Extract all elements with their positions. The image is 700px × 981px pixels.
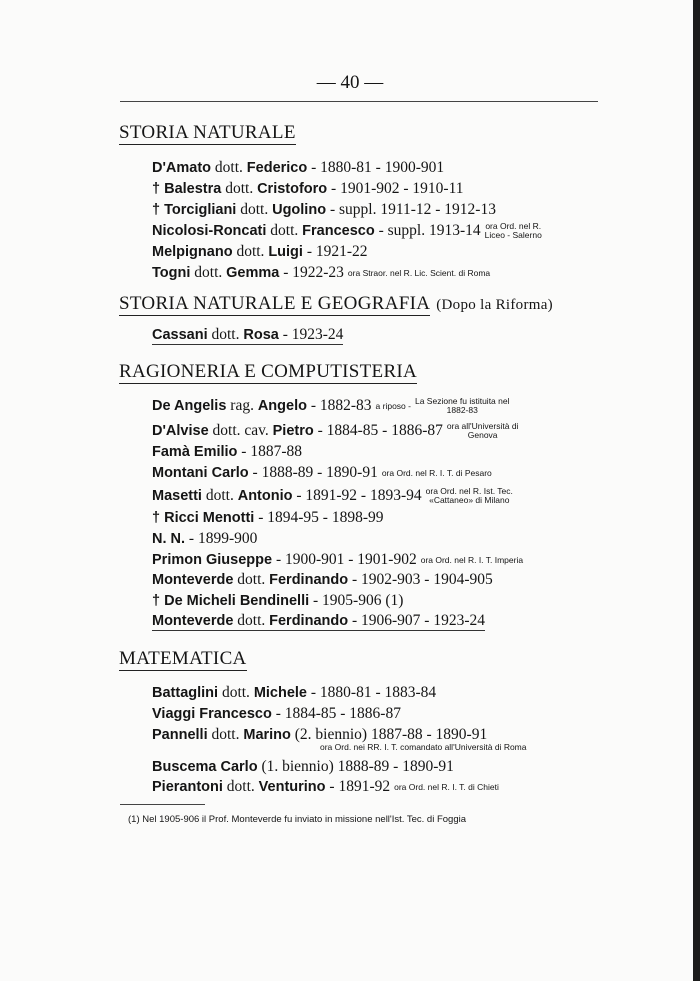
entry-text: - 1891-92 - 1893-94: [292, 487, 422, 504]
entry-name: Viaggi Francesco: [152, 706, 272, 722]
entry-name: Pierantoni: [152, 779, 223, 795]
section-title: STORIA NATURALE: [119, 122, 296, 143]
staff-entry: [152, 159, 444, 177]
staff-entry: [152, 487, 513, 505]
entry-name: De Angelis: [152, 398, 227, 414]
staff-entry: [152, 243, 368, 261]
entry-text: - suppl. 1911-12 - 1912-13: [326, 201, 496, 218]
entry-text: - 1894-95 - 1898-99: [254, 509, 384, 526]
entry-name: Pietro: [272, 423, 314, 439]
entry-text: - 1888-89 - 1890-91: [248, 464, 378, 481]
entry-name: Togni: [152, 265, 191, 281]
staff-entry: [152, 530, 257, 548]
staff-entry: [152, 551, 523, 569]
entry-name: Cassani: [152, 327, 208, 343]
entry-note: ora Ord. nel R. I. T. Imperia: [420, 555, 524, 565]
entry-text: rag.: [226, 397, 258, 414]
entry-text: dott.: [266, 222, 303, 239]
pannelli-note: ora Ord. nei RR. I. T. comandato all'Università di Roma: [320, 742, 527, 752]
entry-note: [447, 422, 519, 440]
entry-text: dott.: [211, 159, 247, 176]
entry-text: dott.: [222, 778, 259, 795]
entry-text: dott.: [221, 180, 258, 197]
entry-name: D'Alvise: [152, 423, 209, 439]
entry-note-line: 1882-83: [446, 405, 478, 415]
staff-entry: [152, 264, 490, 282]
entry-name: Marino: [243, 727, 291, 743]
staff-entry: [152, 758, 454, 776]
section-subtitle: (Dopo la Riforma): [436, 297, 553, 313]
entry-text: - 1884-85 - 1886-87: [271, 705, 401, 722]
entry-note-line: «Cattaneo» di Milano: [429, 495, 510, 505]
entry-name: Primon Giuseppe: [152, 552, 273, 568]
staff-entry: [152, 326, 343, 345]
entry-text: dott.: [207, 726, 244, 743]
entry-text: - 1884-85 - 1886-87: [313, 422, 443, 439]
staff-entry: [152, 180, 464, 198]
entry-text: - 1887-88: [237, 443, 302, 460]
entry-name: Battaglini: [152, 685, 219, 701]
staff-entry: [152, 222, 542, 240]
staff-entry: [152, 443, 302, 461]
entry-name: Luigi: [268, 244, 303, 260]
entry-note-line: Liceo - Salerno: [484, 230, 542, 240]
section-heading: [119, 361, 417, 383]
entry-text: - suppl. 1913-14: [374, 222, 481, 239]
entry-text: dott. cav.: [208, 422, 273, 439]
entry-note-line: ora Ord. nel R. Ist. Tec.: [425, 486, 513, 496]
entry-name: N. N.: [152, 531, 186, 547]
page-edge: [693, 0, 700, 981]
entry-name: Venturino: [258, 779, 326, 795]
entry-name: Buscema Carlo: [152, 759, 258, 775]
entry-text: - 1905-906 (1): [309, 592, 404, 609]
entry-text: dott.: [233, 571, 270, 588]
entry-text: - 1891-92: [325, 778, 391, 795]
entry-name: Monteverde: [152, 572, 234, 588]
entry-name: † Torcigliani: [152, 202, 237, 218]
entry-text: (2. biennio) 1887-88 - 1890-91: [290, 726, 488, 743]
entry-name: D'Amato: [152, 160, 212, 176]
entry-text: dott.: [232, 243, 269, 260]
entry-note: a riposo -: [375, 401, 411, 411]
header-rule: [120, 101, 598, 102]
entry-text: - 1921-22: [302, 243, 368, 260]
entry-note: ora Ord. nel R. I. T. di Pesaro: [381, 468, 492, 478]
entry-name: Ugolino: [272, 202, 327, 218]
entry-name: Cristoforo: [257, 181, 328, 197]
entry-note: ora Straor. nel R. Lic. Scient. di Roma: [347, 268, 491, 278]
entry-name: Pannelli: [152, 727, 208, 743]
footnote: (1) Nel 1905-906 il Prof. Monteverde fu inviato in missione nell'Ist. Tec. di Foggia: [128, 814, 467, 825]
staff-entry: [152, 778, 499, 796]
entry-name: Rosa: [243, 327, 279, 343]
entry-name: Francesco: [302, 223, 375, 239]
staff-entry: [152, 422, 518, 440]
entry-name: † De Micheli Bendinelli: [152, 593, 310, 609]
section-heading: [119, 648, 247, 670]
entry-text: - 1906-907 - 1923-24: [348, 612, 485, 629]
staff-entry: [152, 397, 510, 415]
entry-text: dott.: [207, 326, 244, 343]
entry-name: Monteverde: [152, 613, 234, 629]
entry-text: - 1882-83: [306, 397, 372, 414]
entry-name: Michele: [253, 685, 307, 701]
entry-note: [485, 222, 542, 240]
entry-name: Gemma: [226, 265, 280, 281]
staff-entry: [152, 592, 403, 610]
page-number: — 40 —: [316, 72, 384, 93]
entry-note: [415, 397, 510, 415]
section-title: STORIA NATURALE E GEOGRAFIA: [119, 293, 431, 314]
entry-text: dott.: [190, 264, 227, 281]
staff-entry: [152, 201, 496, 219]
entry-name: Famà Emilio: [152, 444, 238, 460]
entry-text: - 1880-81 - 1883-84: [307, 684, 437, 701]
entry-text: dott.: [233, 612, 270, 629]
entry-name: † Balestra: [152, 181, 222, 197]
entry-text: dott.: [218, 684, 254, 701]
entry-text: - 1880-81 - 1900-901: [307, 159, 445, 176]
staff-entry: [152, 705, 401, 723]
entry-name: † Ricci Menotti: [152, 510, 255, 526]
section-heading: [119, 293, 553, 315]
entry-name: Ferdinando: [269, 613, 349, 629]
entry-text: dott.: [236, 201, 273, 218]
entry-text: - 1922-23: [279, 264, 344, 281]
entry-name: Ferdinando: [269, 572, 349, 588]
entry-name: Nicolosi-Roncati: [152, 223, 267, 239]
entry-text: - 1923-24: [278, 326, 344, 343]
entry-name: Federico: [246, 160, 308, 176]
entry-name: Montani Carlo: [152, 465, 249, 481]
entry-note-line: ora Ord. nel R.: [485, 221, 542, 231]
staff-entry: [152, 464, 492, 482]
entry-note: [426, 487, 513, 505]
entry-text: - 1900-901 - 1901-902: [272, 551, 417, 568]
entry-note-line: La Sezione fu istituita nel: [414, 396, 510, 406]
entry-text: - 1902-903 - 1904-905: [348, 571, 493, 588]
section-title: RAGIONERIA E COMPUTISTERIA: [119, 361, 418, 382]
section-heading: [119, 122, 296, 144]
entry-name: Melpignano: [152, 244, 233, 260]
staff-entry: [152, 571, 493, 589]
staff-entry: [152, 509, 383, 527]
section-title: MATEMATICA: [119, 648, 247, 669]
staff-entry: [152, 612, 485, 631]
entry-note: ora Ord. nel R. I. T. di Chieti: [394, 782, 499, 792]
entry-note-line: Genova: [467, 430, 498, 440]
entry-note-line: ora all'Università di: [446, 421, 519, 431]
entry-name: Antonio: [237, 488, 293, 504]
entry-name: Masetti: [152, 488, 202, 504]
entry-text: dott.: [201, 487, 238, 504]
entry-name: Angelo: [257, 398, 307, 414]
entry-text: - 1899-900: [185, 530, 258, 547]
entry-text: - 1901-902 - 1910-11: [327, 180, 464, 197]
staff-entry: [152, 684, 436, 702]
entry-text: (1. biennio) 1888-89 - 1890-91: [257, 758, 454, 775]
footnote-rule: [120, 804, 205, 805]
